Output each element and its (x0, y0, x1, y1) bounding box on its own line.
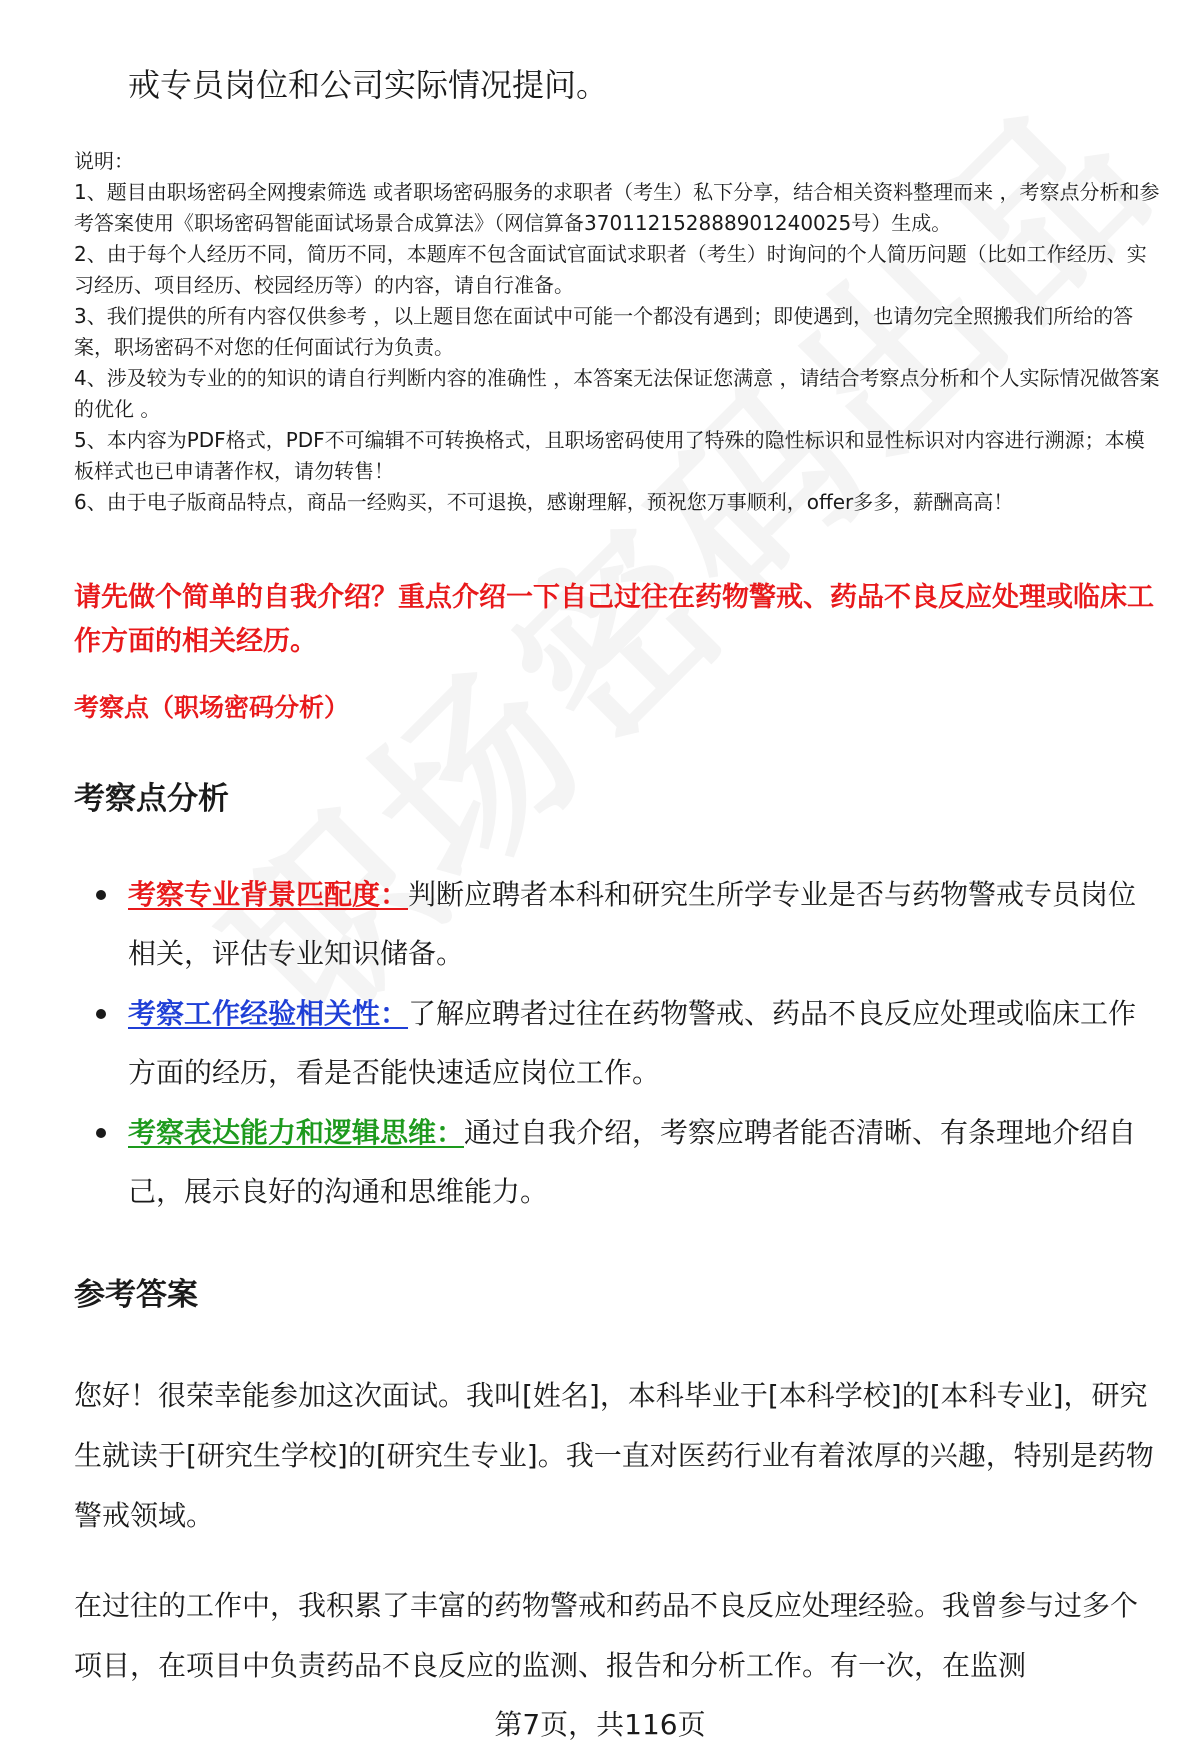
continued-question-line: 戒专员岗位和公司实际情况提问。 (128, 66, 609, 104)
notes-title: 说明： (74, 149, 134, 173)
interview-question: 请先做个简单的自我介绍？重点介绍一下自己过往在药物警戒、药品不良反应处理或临床工作方面的相关经历。 (74, 582, 1154, 657)
analysis-label: 考察点（职场密码分析） (74, 693, 350, 722)
analysis-text: 通过自我介绍，考察应聘者能否清晰、有条理地介绍自己，展示良好的沟通和思维能力。 (128, 1116, 1137, 1208)
note-item: 4、涉及较为专业的的知识的请自行判断内容的准确性 ，本答案无法保证您满意 ，请结合考察点分析和个人实际情况做答案的优化 。 (74, 366, 1160, 421)
answer-body (74, 1366, 1164, 1726)
note-item: 6、由于电子版商品特点，商品一经购买，不可退换，感谢理解，预祝您万事顺利，offer多多，薪酬高高！ (74, 490, 1014, 514)
analysis-item (96, 865, 1146, 983)
page-number: 第7页，共116页 (494, 1708, 706, 1741)
bullet-dot-icon (96, 890, 106, 900)
analysis-item (96, 984, 1146, 1102)
analysis-item (96, 1103, 1146, 1221)
note-item: 2、由于每个人经历不同，简历不同，本题库不包含面试官面试求职者（考生）时询问的个人简历问题（比如工作经历、实习经历、项目经历、校园经历等）的内容，请自行准备。 (74, 242, 1147, 297)
answer-paragraph: 您好！很荣幸能参加这次面试。我叫[姓名]，本科毕业于[本科学校]的[本科专业]，研究生就读于[研究生学校]的[研究生专业]。我一直对医药行业有着浓厚的兴趣，特别是药物警戒领域。 (74, 1379, 1154, 1532)
note-item: 3、我们提供的所有内容仅供参考 ，以上题目您在面试中可能一个都没有遇到；即使遇到，也请勿完全照搬我们所给的答案，职场密码不对您的任何面试行为负责。 (74, 304, 1134, 359)
notes-section (74, 146, 1164, 518)
analysis-keyword: 考察工作经验相关性： (128, 997, 409, 1030)
analysis-text: 判断应聘者本科和研究生所学专业是否与药物警戒专员岗位相关，评估专业知识储备。 (128, 878, 1137, 970)
bullet-dot-icon (96, 1128, 106, 1138)
note-item: 1、题目由职场密码全网搜索筛选 或者职场密码服务的求职者（考生）私下分享，结合相关资料整理而来 ，考察点分析和参考答案使用《职场密码智能面试场景合成算法》（网信算备370112152888901240025号）生成。 (74, 180, 1160, 235)
bullet-dot-icon (96, 1009, 106, 1019)
analysis-list (96, 865, 1146, 1222)
answer-heading: 参考答案 (74, 1277, 198, 1313)
analysis-heading: 考察点分析 (74, 781, 229, 817)
analysis-text: 了解应聘者过往在药物警戒、药品不良反应处理或临床工作方面的经历，看是否能快速适应岗位工作。 (128, 997, 1137, 1089)
answer-paragraph: 在过往的工作中，我积累了丰富的药物警戒和药品不良反应处理经验。我曾参与过多个项目，在项目中负责药品不良反应的监测、报告和分析工作。有一次，在监测 (74, 1589, 1139, 1682)
analysis-keyword: 考察表达能力和逻辑思维： (128, 1116, 465, 1149)
note-item: 5、本内容为PDF格式，PDF不可编辑不可转换格式，且职场密码使用了特殊的隐性标识和显性标识对内容进行溯源；本模板样式也已申请著作权，请勿转售！ (74, 428, 1145, 483)
analysis-keyword: 考察专业背景匹配度： (128, 878, 409, 911)
